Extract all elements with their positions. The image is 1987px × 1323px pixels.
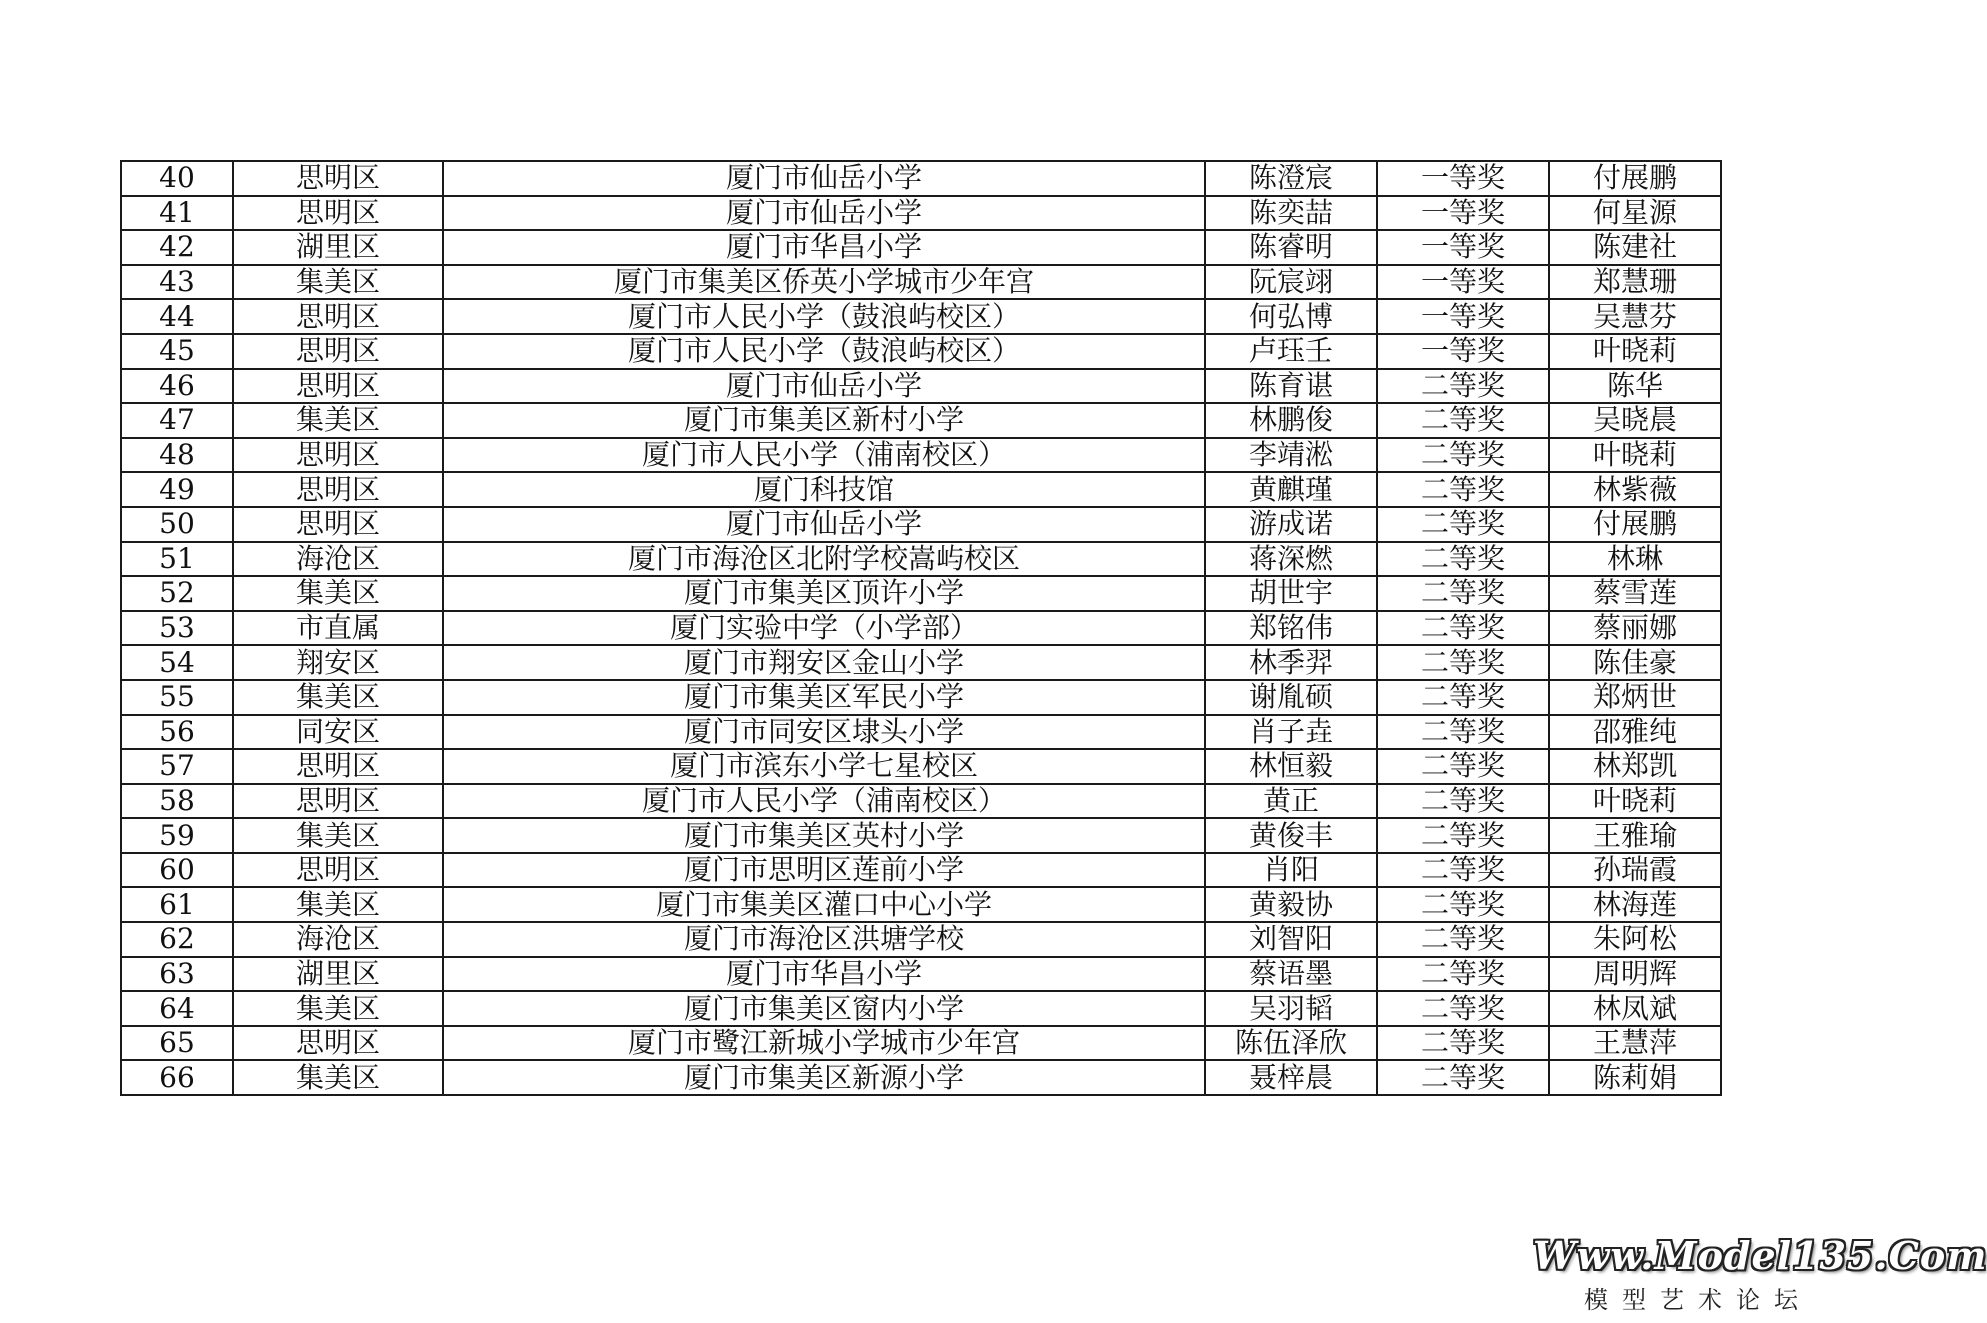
cell-teacher: 蔡丽娜 <box>1549 611 1721 646</box>
cell-award: 二等奖 <box>1377 1026 1549 1061</box>
cell-teacher: 叶晓莉 <box>1549 438 1721 473</box>
table-row <box>121 680 1721 715</box>
cell-teacher: 郑慧珊 <box>1549 265 1721 300</box>
cell-number: 56 <box>121 715 233 750</box>
cell-award: 二等奖 <box>1377 749 1549 784</box>
cell-school: 厦门市集美区新源小学 <box>443 1060 1205 1095</box>
cell-number: 55 <box>121 680 233 715</box>
cell-number: 66 <box>121 1060 233 1095</box>
cell-teacher: 陈建社 <box>1549 230 1721 265</box>
cell-student: 蒋深燃 <box>1205 542 1377 577</box>
cell-school: 厦门市仙岳小学 <box>443 507 1205 542</box>
cell-school: 厦门市滨东小学七星校区 <box>443 749 1205 784</box>
cell-teacher: 叶晓莉 <box>1549 784 1721 819</box>
cell-award: 一等奖 <box>1377 334 1549 369</box>
table-row <box>121 749 1721 784</box>
table-row <box>121 161 1721 196</box>
cell-number: 47 <box>121 403 233 438</box>
cell-number: 58 <box>121 784 233 819</box>
cell-award: 二等奖 <box>1377 542 1549 577</box>
watermark <box>1533 1233 1987 1315</box>
cell-student: 黄毅协 <box>1205 887 1377 922</box>
cell-school: 厦门市思明区莲前小学 <box>443 853 1205 888</box>
cell-school: 厦门市集美区军民小学 <box>443 680 1205 715</box>
cell-award: 二等奖 <box>1377 369 1549 404</box>
cell-award: 一等奖 <box>1377 161 1549 196</box>
cell-student: 林季羿 <box>1205 645 1377 680</box>
cell-teacher: 吴晓晨 <box>1549 403 1721 438</box>
cell-school: 厦门市仙岳小学 <box>443 196 1205 231</box>
cell-teacher: 林海莲 <box>1549 887 1721 922</box>
cell-student: 陈奕喆 <box>1205 196 1377 231</box>
table-row <box>121 438 1721 473</box>
table-row <box>121 887 1721 922</box>
table-row <box>121 265 1721 300</box>
cell-teacher: 周明辉 <box>1549 957 1721 992</box>
cell-district: 思明区 <box>233 1026 443 1061</box>
cell-school: 厦门市海沧区北附学校嵩屿校区 <box>443 542 1205 577</box>
table-row <box>121 576 1721 611</box>
cell-award: 二等奖 <box>1377 715 1549 750</box>
cell-teacher: 陈莉娟 <box>1549 1060 1721 1095</box>
cell-award: 一等奖 <box>1377 196 1549 231</box>
cell-student: 陈伍泽欣 <box>1205 1026 1377 1061</box>
table-row <box>121 230 1721 265</box>
cell-school: 厦门市华昌小学 <box>443 230 1205 265</box>
cell-district: 湖里区 <box>233 957 443 992</box>
table-row <box>121 196 1721 231</box>
cell-school: 厦门市海沧区洪塘学校 <box>443 922 1205 957</box>
cell-award: 二等奖 <box>1377 1060 1549 1095</box>
cell-district: 集美区 <box>233 1060 443 1095</box>
cell-district: 思明区 <box>233 196 443 231</box>
table-row <box>121 507 1721 542</box>
cell-district: 思明区 <box>233 299 443 334</box>
cell-district: 集美区 <box>233 991 443 1026</box>
table-row <box>121 818 1721 853</box>
cell-student: 肖子垚 <box>1205 715 1377 750</box>
cell-number: 60 <box>121 853 233 888</box>
cell-district: 集美区 <box>233 403 443 438</box>
cell-teacher: 何星源 <box>1549 196 1721 231</box>
cell-teacher: 王慧萍 <box>1549 1026 1721 1061</box>
cell-number: 64 <box>121 991 233 1026</box>
table-row <box>121 611 1721 646</box>
cell-number: 57 <box>121 749 233 784</box>
cell-district: 思明区 <box>233 784 443 819</box>
cell-student: 陈睿明 <box>1205 230 1377 265</box>
cell-school: 厦门市仙岳小学 <box>443 369 1205 404</box>
cell-district: 市直属 <box>233 611 443 646</box>
cell-number: 46 <box>121 369 233 404</box>
cell-award: 二等奖 <box>1377 957 1549 992</box>
table-row <box>121 369 1721 404</box>
cell-teacher: 邵雅纯 <box>1549 715 1721 750</box>
table-row <box>121 957 1721 992</box>
cell-teacher: 付展鹏 <box>1549 161 1721 196</box>
cell-number: 49 <box>121 472 233 507</box>
cell-district: 集美区 <box>233 576 443 611</box>
cell-district: 思明区 <box>233 161 443 196</box>
cell-number: 42 <box>121 230 233 265</box>
cell-school: 厦门市同安区埭头小学 <box>443 715 1205 750</box>
table-row <box>121 853 1721 888</box>
cell-school: 厦门市华昌小学 <box>443 957 1205 992</box>
cell-teacher: 朱阿松 <box>1549 922 1721 957</box>
cell-student: 何弘博 <box>1205 299 1377 334</box>
cell-school: 厦门市仙岳小学 <box>443 161 1205 196</box>
table-row <box>121 715 1721 750</box>
cell-student: 李靖淞 <box>1205 438 1377 473</box>
table-row <box>121 922 1721 957</box>
cell-number: 40 <box>121 161 233 196</box>
award-table <box>120 160 1722 1096</box>
cell-number: 54 <box>121 645 233 680</box>
cell-number: 62 <box>121 922 233 957</box>
cell-award: 一等奖 <box>1377 230 1549 265</box>
cell-teacher: 林紫薇 <box>1549 472 1721 507</box>
cell-award: 二等奖 <box>1377 438 1549 473</box>
cell-student: 阮宸翊 <box>1205 265 1377 300</box>
table-row <box>121 784 1721 819</box>
cell-school: 厦门市人民小学（浦南校区） <box>443 784 1205 819</box>
cell-number: 53 <box>121 611 233 646</box>
cell-student: 黄麒瑾 <box>1205 472 1377 507</box>
cell-school: 厦门市人民小学（鼓浪屿校区） <box>443 299 1205 334</box>
cell-school: 厦门市集美区侨英小学城市少年宫 <box>443 265 1205 300</box>
cell-award: 二等奖 <box>1377 507 1549 542</box>
cell-student: 肖阳 <box>1205 853 1377 888</box>
cell-number: 43 <box>121 265 233 300</box>
cell-number: 48 <box>121 438 233 473</box>
cell-student: 郑铭伟 <box>1205 611 1377 646</box>
cell-student: 黄俊丰 <box>1205 818 1377 853</box>
cell-award: 一等奖 <box>1377 265 1549 300</box>
cell-district: 同安区 <box>233 715 443 750</box>
cell-teacher: 叶晓莉 <box>1549 334 1721 369</box>
cell-number: 59 <box>121 818 233 853</box>
cell-district: 思明区 <box>233 507 443 542</box>
cell-district: 思明区 <box>233 369 443 404</box>
cell-award: 二等奖 <box>1377 576 1549 611</box>
cell-teacher: 林郑凯 <box>1549 749 1721 784</box>
cell-student: 陈育谌 <box>1205 369 1377 404</box>
table-row <box>121 645 1721 680</box>
cell-district: 思明区 <box>233 472 443 507</box>
table-row <box>121 403 1721 438</box>
cell-school: 厦门市翔安区金山小学 <box>443 645 1205 680</box>
cell-teacher: 郑炳世 <box>1549 680 1721 715</box>
cell-district: 湖里区 <box>233 230 443 265</box>
cell-number: 44 <box>121 299 233 334</box>
cell-district: 翔安区 <box>233 645 443 680</box>
cell-number: 52 <box>121 576 233 611</box>
cell-award: 二等奖 <box>1377 784 1549 819</box>
cell-student: 游成诺 <box>1205 507 1377 542</box>
cell-district: 思明区 <box>233 749 443 784</box>
cell-number: 50 <box>121 507 233 542</box>
cell-student: 刘智阳 <box>1205 922 1377 957</box>
cell-school: 厦门市集美区顶许小学 <box>443 576 1205 611</box>
cell-number: 45 <box>121 334 233 369</box>
cell-teacher: 林琳 <box>1549 542 1721 577</box>
cell-award: 二等奖 <box>1377 403 1549 438</box>
cell-student: 林鹏俊 <box>1205 403 1377 438</box>
cell-school: 厦门市人民小学（浦南校区） <box>443 438 1205 473</box>
cell-award: 二等奖 <box>1377 611 1549 646</box>
cell-school: 厦门市集美区窗内小学 <box>443 991 1205 1026</box>
cell-school: 厦门实验中学（小学部） <box>443 611 1205 646</box>
cell-district: 集美区 <box>233 680 443 715</box>
table-row <box>121 1026 1721 1061</box>
table-row <box>121 991 1721 1026</box>
cell-teacher: 林凤斌 <box>1549 991 1721 1026</box>
cell-award: 二等奖 <box>1377 818 1549 853</box>
table-row <box>121 1060 1721 1095</box>
cell-teacher: 付展鹏 <box>1549 507 1721 542</box>
table-row <box>121 299 1721 334</box>
cell-award: 二等奖 <box>1377 645 1549 680</box>
cell-school: 厦门市集美区灌口中心小学 <box>443 887 1205 922</box>
watermark-url: Www.Model135.Com <box>1533 1233 1987 1278</box>
cell-number: 63 <box>121 957 233 992</box>
cell-district: 思明区 <box>233 438 443 473</box>
award-table-body <box>121 161 1721 1095</box>
cell-number: 61 <box>121 887 233 922</box>
cell-award: 一等奖 <box>1377 299 1549 334</box>
cell-teacher: 王雅瑜 <box>1549 818 1721 853</box>
cell-number: 51 <box>121 542 233 577</box>
cell-student: 林恒毅 <box>1205 749 1377 784</box>
cell-school: 厦门市集美区新村小学 <box>443 403 1205 438</box>
cell-district: 集美区 <box>233 818 443 853</box>
cell-award: 二等奖 <box>1377 991 1549 1026</box>
cell-student: 谢胤硕 <box>1205 680 1377 715</box>
cell-district: 思明区 <box>233 853 443 888</box>
cell-student: 聂梓晨 <box>1205 1060 1377 1095</box>
cell-award: 二等奖 <box>1377 853 1549 888</box>
cell-award: 二等奖 <box>1377 922 1549 957</box>
cell-district: 思明区 <box>233 334 443 369</box>
cell-student: 黄正 <box>1205 784 1377 819</box>
cell-district: 集美区 <box>233 265 443 300</box>
cell-teacher: 孙瑞霞 <box>1549 853 1721 888</box>
table-row <box>121 334 1721 369</box>
cell-student: 胡世宇 <box>1205 576 1377 611</box>
cell-district: 海沧区 <box>233 542 443 577</box>
cell-student: 卢珏壬 <box>1205 334 1377 369</box>
watermark-forum-name: 模型艺术论坛 <box>1584 1286 1812 1314</box>
cell-student: 蔡语墨 <box>1205 957 1377 992</box>
cell-number: 65 <box>121 1026 233 1061</box>
table-row <box>121 542 1721 577</box>
cell-district: 海沧区 <box>233 922 443 957</box>
cell-teacher: 陈佳豪 <box>1549 645 1721 680</box>
cell-school: 厦门市鹭江新城小学城市少年宫 <box>443 1026 1205 1061</box>
cell-award: 二等奖 <box>1377 472 1549 507</box>
cell-teacher: 吴慧芬 <box>1549 299 1721 334</box>
cell-number: 41 <box>121 196 233 231</box>
table-row <box>121 472 1721 507</box>
cell-teacher: 蔡雪莲 <box>1549 576 1721 611</box>
cell-school: 厦门市人民小学（鼓浪屿校区） <box>443 334 1205 369</box>
cell-award: 二等奖 <box>1377 680 1549 715</box>
cell-teacher: 陈华 <box>1549 369 1721 404</box>
cell-student: 陈澄宸 <box>1205 161 1377 196</box>
cell-school: 厦门市集美区英村小学 <box>443 818 1205 853</box>
cell-school: 厦门科技馆 <box>443 472 1205 507</box>
cell-district: 集美区 <box>233 887 443 922</box>
cell-award: 二等奖 <box>1377 887 1549 922</box>
cell-student: 吴羽韬 <box>1205 991 1377 1026</box>
